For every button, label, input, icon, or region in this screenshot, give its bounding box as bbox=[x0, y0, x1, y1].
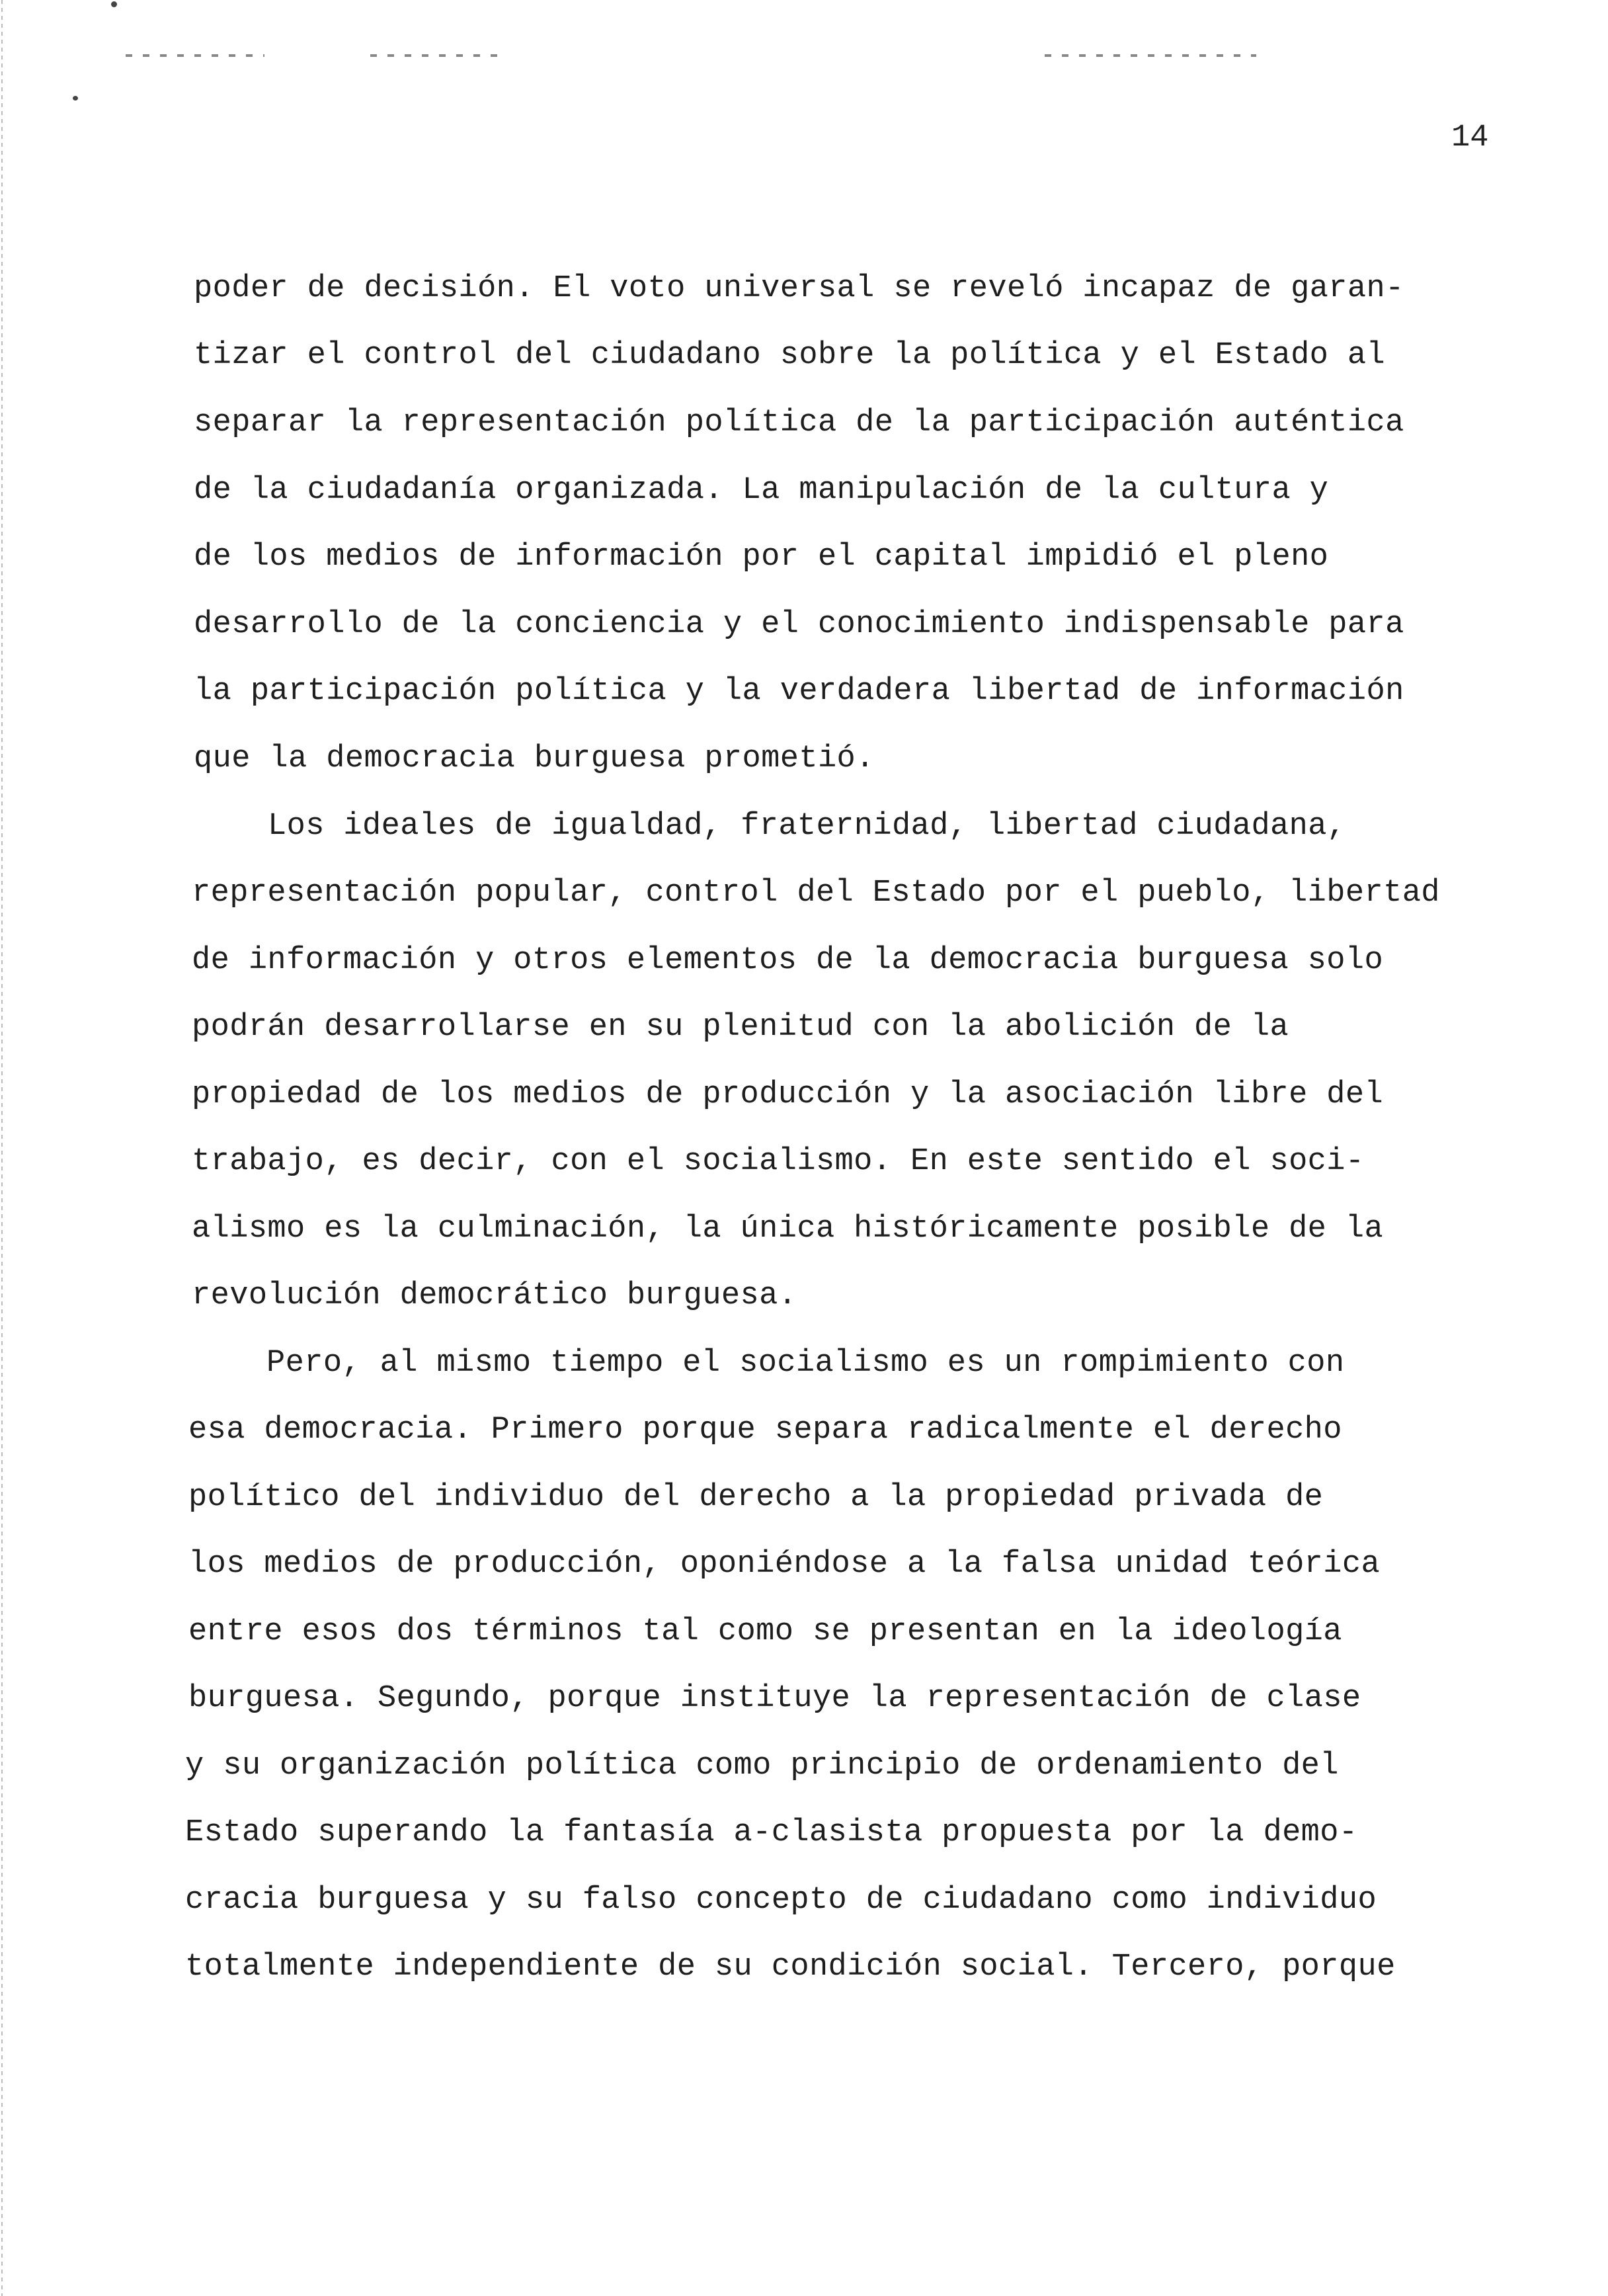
body-line: propiedad de los medios de producción y la asociación libre del bbox=[192, 1077, 1384, 1112]
body-line: tizar el control del ciudadano sobre la política y el Estado al bbox=[194, 338, 1386, 373]
scan-edge-line bbox=[1, 0, 3, 2296]
body-line: político del individuo del derecho a la propiedad privada de bbox=[188, 1480, 1324, 1515]
body-line: alismo es la culminación, la única históricamente posible de la bbox=[192, 1211, 1384, 1247]
body-line: Estado superando la fantasía a-clasista propuesta por la demo- bbox=[185, 1815, 1358, 1850]
body-line: de la ciudadanía organizada. La manipulación de la cultura y bbox=[194, 473, 1329, 508]
scan-artifact-marks bbox=[1045, 54, 1256, 57]
body-line: podrán desarrollarse en su plenitud con la abolición de la bbox=[192, 1010, 1289, 1045]
page-number: 14 bbox=[1451, 120, 1489, 155]
body-line: poder de decisión. El voto universal se reveló incapaz de garan- bbox=[194, 271, 1404, 306]
scan-speck bbox=[111, 1, 117, 7]
body-line: esa democracia. Primero porque separa radicalmente el derecho bbox=[188, 1413, 1342, 1448]
body-line: y su organización política como principio de ordenamiento del bbox=[185, 1748, 1339, 1784]
body-line: que la democracia burguesa prometió. bbox=[194, 741, 875, 776]
body-line: totalmente independiente de su condición social. Tercero, porque bbox=[185, 1949, 1396, 1985]
body-line: representación popular, control del Estado por el pueblo, libertad bbox=[192, 876, 1440, 911]
body-line: los medios de producción, oponiéndose a la falsa unidad teórica bbox=[188, 1547, 1381, 1582]
body-line: trabajo, es decir, con el socialismo. En este sentido el soci- bbox=[192, 1144, 1365, 1179]
scan-artifact-marks bbox=[370, 54, 502, 57]
body-line: separar la representación política de la participación auténtica bbox=[194, 405, 1404, 440]
body-line: entre esos dos términos tal como se presentan en la ideología bbox=[188, 1614, 1342, 1649]
scan-speck bbox=[73, 96, 78, 101]
body-line: de los medios de información por el capital impidió el pleno bbox=[194, 540, 1329, 575]
body-line: burguesa. Segundo, porque instituye la representación de clase bbox=[188, 1681, 1361, 1716]
body-line: Los ideales de igualdad, fraternidad, libertad ciudadana, bbox=[268, 809, 1346, 844]
body-line: desarrollo de la conciencia y el conocimiento indispensable para bbox=[194, 607, 1404, 642]
scan-artifact-marks bbox=[126, 54, 264, 57]
body-line: la participación política y la verdadera libertad de información bbox=[194, 674, 1404, 709]
body-line: Pero, al mismo tiempo el socialismo es un rompimiento con bbox=[266, 1346, 1345, 1381]
body-line: de información y otros elementos de la democracia burguesa solo bbox=[192, 943, 1384, 978]
body-line: revolución democrático burguesa. bbox=[192, 1278, 797, 1313]
body-line: cracia burguesa y su falso concepto de ciudadano como individuo bbox=[185, 1883, 1377, 1918]
